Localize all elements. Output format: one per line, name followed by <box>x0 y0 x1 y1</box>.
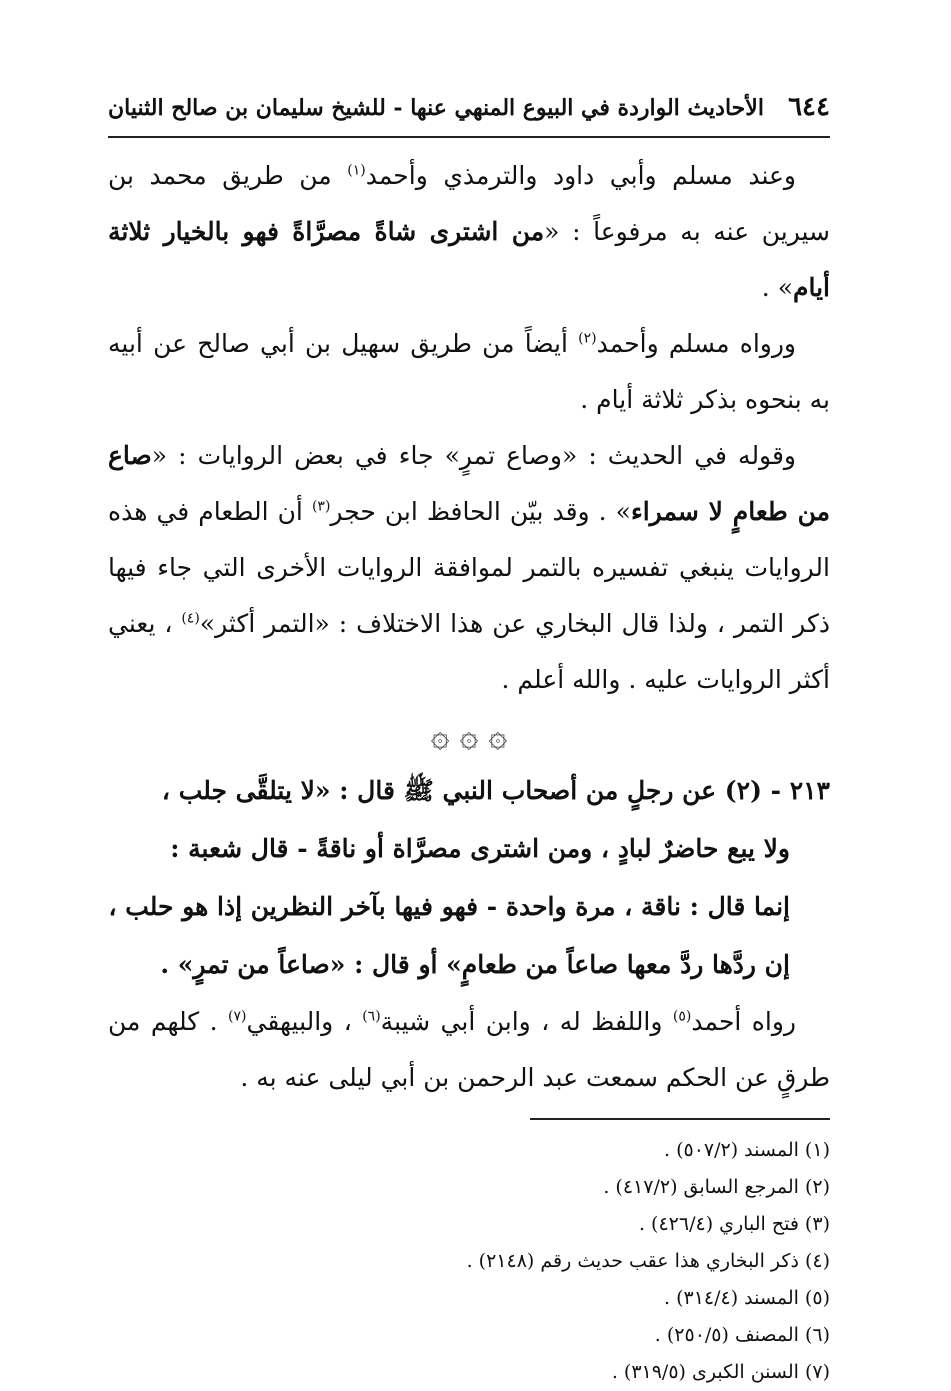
footnote-ref: (٢) <box>578 330 597 347</box>
footnote: (٢) المرجع السابق (٤١٧/٢) . <box>603 1176 830 1198</box>
footnote: (٤) ذكر البخاري هذا عقب حديث رقم (٢١٤٨) . <box>466 1250 830 1272</box>
text-span: أيضاً من طريق سهيل بن أبي صالح عن أبيه به بنحوه بذكر ثلاثة أيام . <box>108 329 830 414</box>
running-title: الأحاديث الواردة في البيوع المنهي عنها - للشيخ سليمان بن صالح الثنيان <box>108 95 764 121</box>
text-span: » . <box>761 273 793 302</box>
hadith-line: إن ردَّها ردَّ معها صاعاً من طعامٍ» أو قال : «صاعاً من تمرٍ» . <box>160 950 790 979</box>
narration-paragraph <box>108 994 830 1106</box>
footnote: (٥) المسند (٣١٤/٤) . <box>664 1287 830 1309</box>
footnotes <box>108 1132 830 1391</box>
hadith-quote: صاع من طعامٍ لا سمراء <box>108 441 831 526</box>
paragraph-3 <box>108 428 830 708</box>
footnote-ref: (٧) <box>228 1008 247 1025</box>
page-number: ٦٤٤ <box>788 92 830 122</box>
footnote: (٧) السنن الكبرى (٣١٩/٥) . <box>611 1361 830 1383</box>
text-span: وعند مسلم وأبي داود والترمذي وأحمد <box>365 161 796 190</box>
footnote: (٣) فتح الباري (٤٢٦/٤) . <box>638 1213 830 1235</box>
footnote-ref: (٦) <box>362 1008 381 1025</box>
hadith-line: ولا يبع حاضرٌ لبادٍ ، ومن اشترى مصرَّاة أو ناقةً - قال شعبة : <box>170 834 790 863</box>
document-page <box>108 92 830 1391</box>
footnote-ref: (٤) <box>181 610 200 627</box>
hadith-quote: من اشترى شاةً مصرَّاةً فهو بالخيار ثلاثة أيام <box>108 217 830 302</box>
footnote-ref: (٣) <box>311 498 331 515</box>
paragraph-2 <box>108 316 830 428</box>
text-span: ورواه مسلم وأحمد <box>596 329 796 358</box>
main-text <box>108 148 830 1106</box>
section-ornament: ۞ ۞ ۞ <box>430 716 508 754</box>
footnote-separator <box>530 1118 830 1120</box>
text-span: واللفظ له ، وابن أبي شيبة <box>380 1007 673 1036</box>
footnote-ref: (١) <box>347 162 366 179</box>
text-span: وقوله في الحديث : «وصاع تمرٍ» جاء في بعض الروايات : « <box>151 441 796 470</box>
text-span: رواه أحمد <box>691 1007 796 1036</box>
text-span: ، والبيهقي <box>246 1007 363 1036</box>
footnote: (٦) المصنف (٢٥٠/٥) . <box>654 1324 830 1346</box>
hadith-213 <box>108 762 830 994</box>
text-span: أن الطعام في هذه الروايات ينبغي تفسيره بالتمر لموافقة الروايات الأخرى التي جاء فيها ذكر التمر ، ولذا قال البخاري عن هذا الاختلاف : «التمر أكثر» <box>108 497 830 638</box>
text-span: ، يعني أكثر الروايات عليه . والله أعلم . <box>108 609 830 694</box>
text-span: » . وقد بيّن الحافظ ابن حجر <box>330 497 631 526</box>
page-header <box>108 92 830 138</box>
hadith-line: إنما قال : ناقة ، مرة واحدة - فهو فيها بآخر النظرين إذا هو حلب ، <box>108 892 790 921</box>
hadith-line: ٢١٣ - (٢) عن رجلٍ من أصحاب النبي ﷺ قال : «لا يتلقَّى جلب ، <box>161 776 830 805</box>
text-span: من طريق محمد بن سيرين عنه به مرفوعاً : « <box>108 161 831 246</box>
footnote-ref: (٥) <box>672 1008 692 1025</box>
footnote: (١) المسند (٥٠٧/٢) . <box>664 1139 830 1161</box>
paragraph-1 <box>108 148 830 316</box>
text-span: . كلهم من طرقٍ عن الحكم سمعت عبد الرحمن بن أبي ليلى عنه به . <box>108 1007 830 1092</box>
